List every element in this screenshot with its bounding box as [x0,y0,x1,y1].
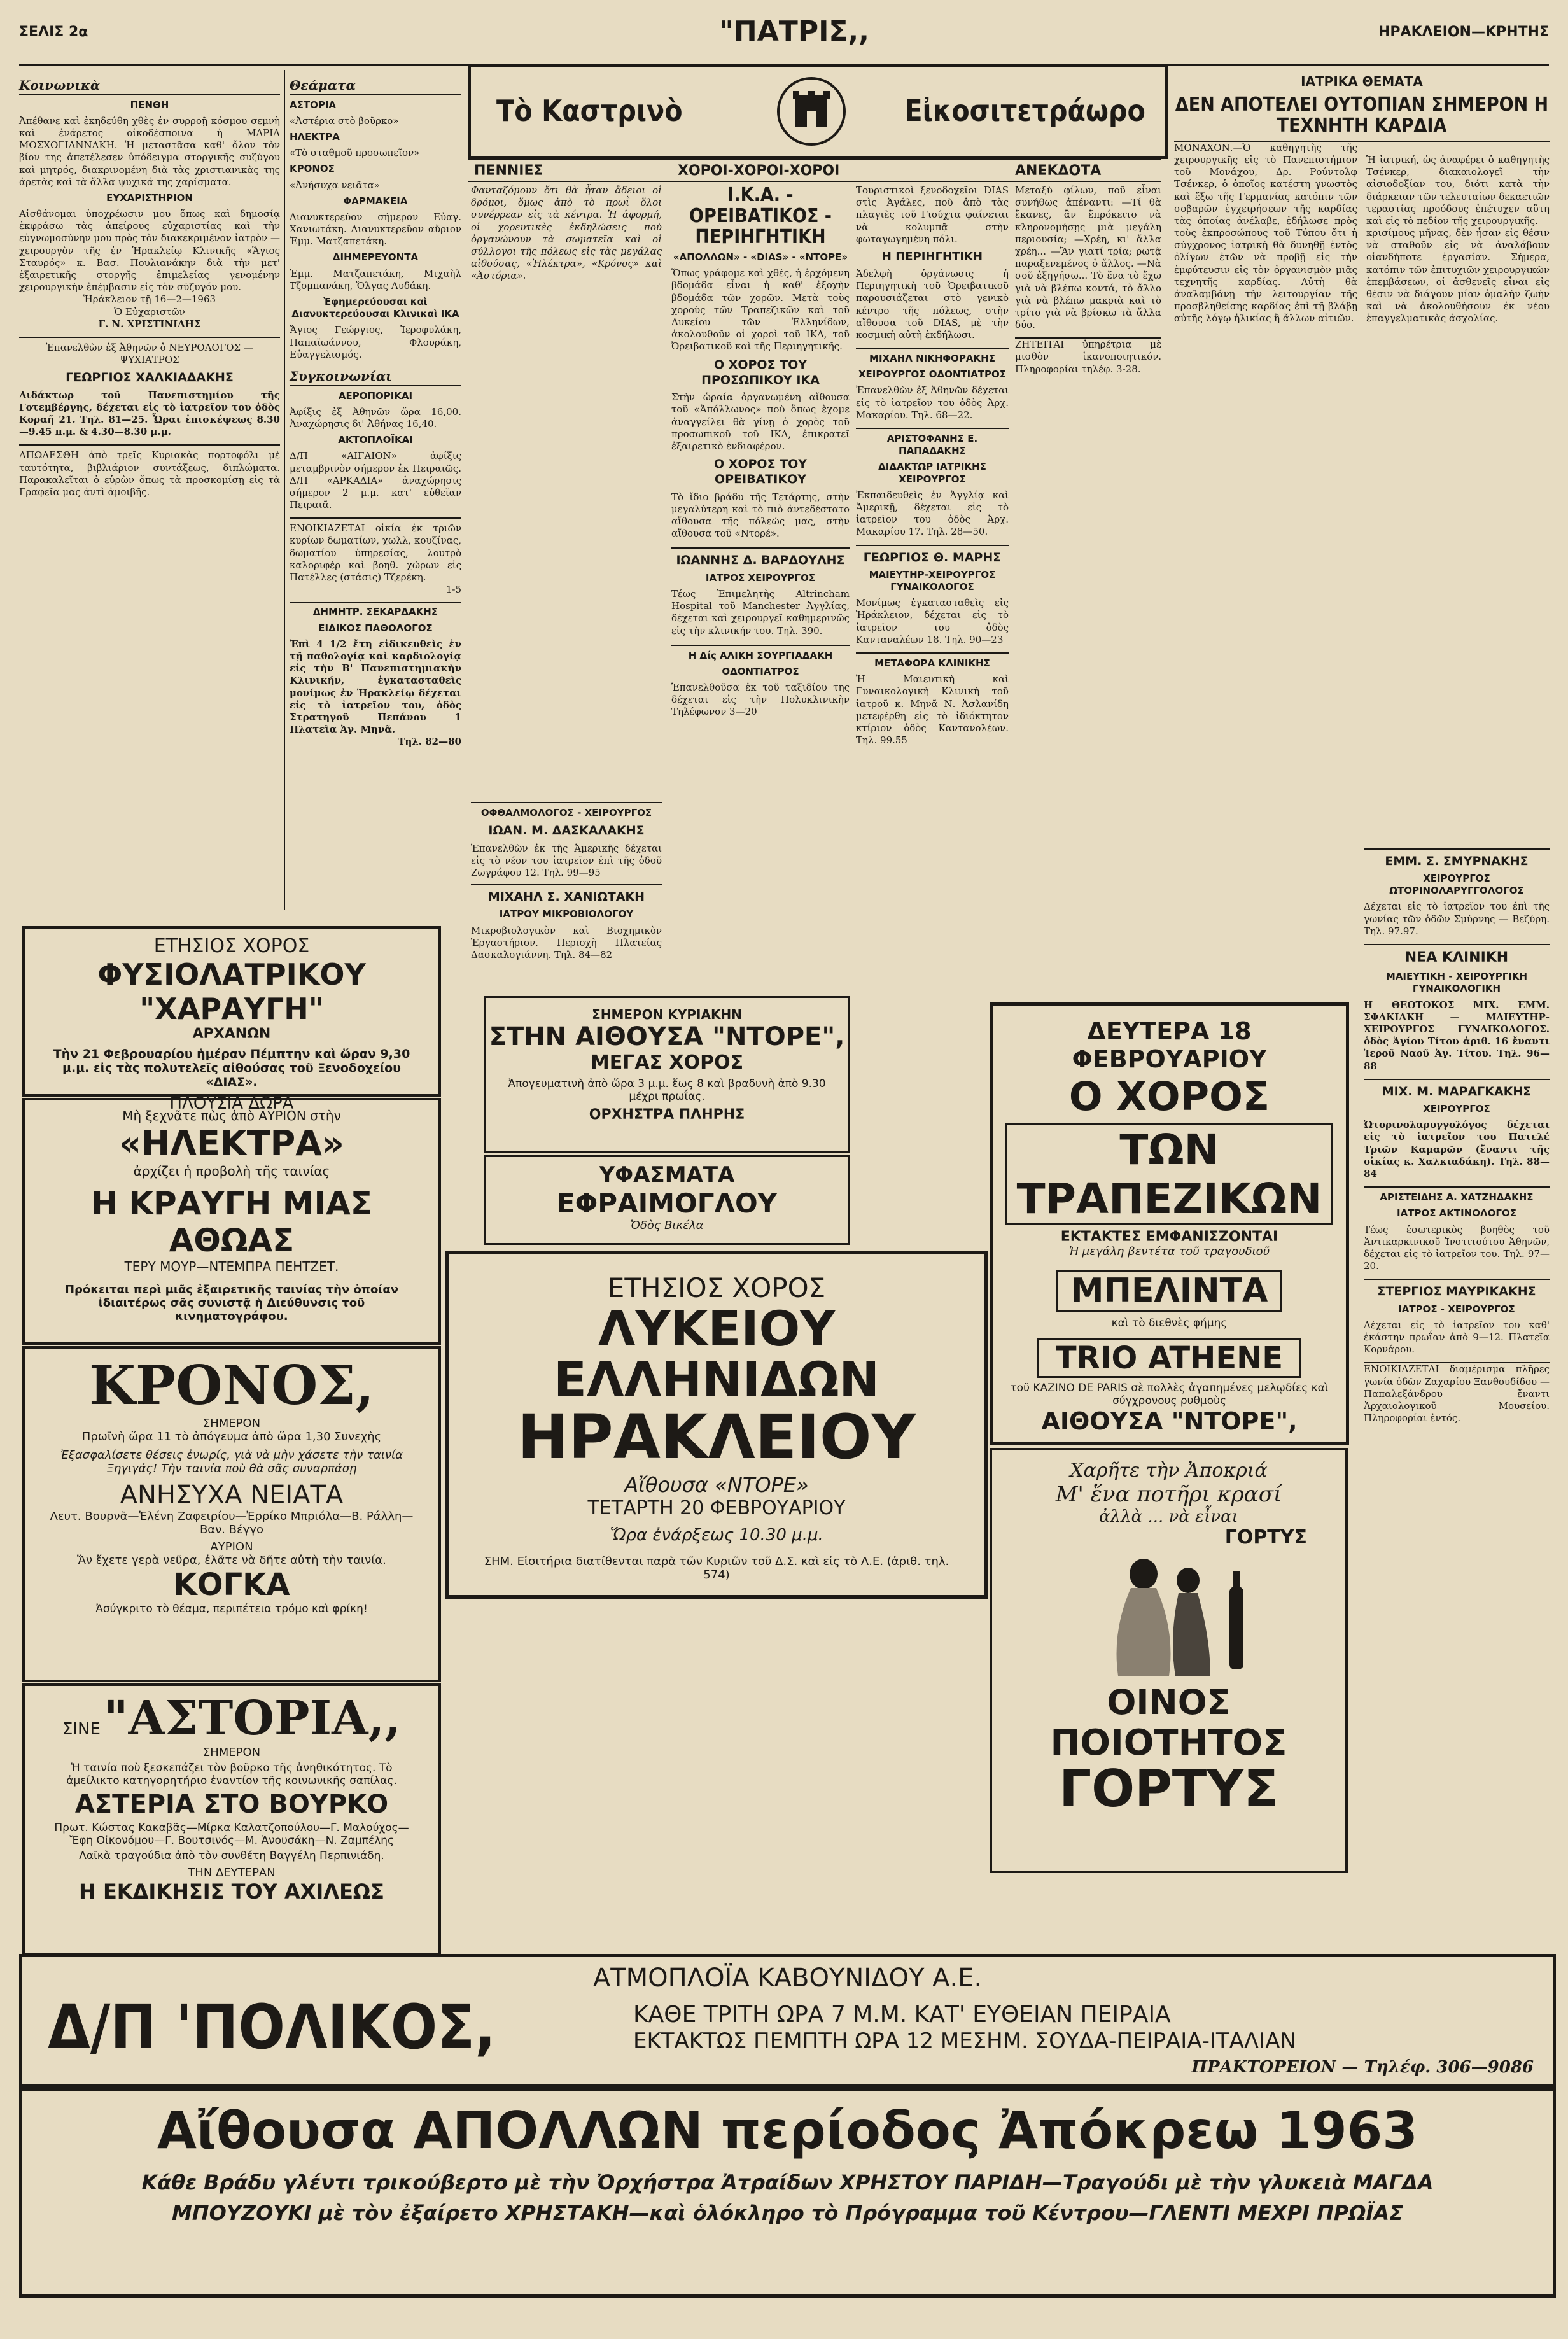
thanks-signature: Γ. Ν. ΧΡΙΣΤΙΝΙΔΗΣ [98,318,201,330]
clinic-move-ad: ΜΕΤΑΦΟΡΑ ΚΛΙΝΙΚΗΣ Ἡ Μαιευτικὴ καὶ Γυναικολογικὴ Κλινικὴ τοῦ ἰατροῦ κ. Μηνᾶ Ν. Ἀσλανίδη μετεφέρθη εἰς τὸ ἰδιόκτητον κτίριον ὁδὸς Καντανολέων. Τηλ. 99.55 [856,652,1009,747]
neurologist-name: ΓΕΩΡΓΙΟΣ ΧΑΛΚΙΑΔΑΚΗΣ [66,370,234,385]
medical-text-cont: κρισίμους μῆνας, δὲν ἦσαν εἰς θέσιν νὰ σταθοῦν εἰς νὰ ἀναλάβουν οἱανδήποτε ἐργασίαν. Σήμερα, κατόπιν τῶν ἐπιτυχιῶν χειρουργικῶν ἐπεμβάσεων, οἱ ἀσθενεῖς εἶναι εἰς θέσιν νὰ διάγουν μίαν ὁμαλὴν ζωὴν καὶ νὰ ἀκολουθήσουν ἐκ νέου ἐπαγγελματικὰς ἀσχολίας. [1366,227,1550,325]
dimereuonta-text: Ἐμμ. Ματζαπετάκη, Μιχαὴλ Τζομπανάκη, Ὄλγας Λυδάκη. [290,267,461,291]
chatzidakis-ad: ΑΡΙΣΤΕΙΔΗΣ Α. ΧΑΤΖΗΔΑΚΗΣ ΙΑΤΡΟΣ ΑΚΤΙΝΟΛΟΓΟΣ Τέως ἐσωτερικὸς βοηθὸς τοῦ Ἀντικαρκινικοῦ Ἰνστιτούτου Ἀθηνῶν, δέχεται εἰς τὸ ἰατρεῖον του. Τηλ. 97—20. [1364,1186,1550,1272]
mavrikakis-ad: ΣΤΕΡΓΙΟΣ ΜΑΥΡΙΚΑΚΗΣ ΙΑΤΡΟΣ - ΧΕΙΡΟΥΡΓΟΣ Δέχεται εἰς τὸ ἰατρεῖον του καθ' ἑκάστην πρωΐαν ἀπὸ 9—12. Πλατεῖα Κορνάρου. [1364,1279,1550,1356]
maris-ad: ΓΕΩΡΓΙΟΣ Θ. ΜΑΡΗΣ ΜΑΙΕΥΤΗΡ-ΧΕΙΡΟΥΡΓΟΣ ΓΥΝΑΙΚΟΛΟΓΟΣ Μονίμως ἐγκατασταθεὶς εἰς Ἡράκλειον, δέχεται εἰς τὸ ἰατρεῖον του ὁδὸς Κανταναλέων 18. Τηλ. 90—23 [856,545,1009,646]
ika-subtitle: «ΑΠΟΛΛΩΝ» - «DIAS» - «ΝΤΟΡΕ» [673,251,848,263]
gortys-wine-ad: Χαρῆτε τὴν Ἀποκριά Μ' ἕνα ποτῆρι κρασί ἀλλὰ ... νὰ εἶναι ΓΟΡΤΥΣ ΟΙΝΟΣ ΠΟΙΟΤΗΤΟΣ ΓΟΡΤΥΣ [990,1448,1348,1873]
dances-column-a [671,185,850,942]
charavgi-dance-ad: ΕΤΗΣΙΟΣ ΧΟΡΟΣ ΦΥΣΙΟΛΑΤΡΙΚΟΥ "ΧΑΡΑΥΓΗ" ΑΡΧΑΝΩΝ Τὴν 21 Φεβρουαρίου ἡμέραν Πέμπτην καὶ ὥραν 9,30 μ.μ. εἰς τὰς πολυτελεῖς αἰθούσας τοῦ Ξενοδοχείου «ΔΙΑΣ». ΠΛΟΥΣΙΑ ΔΩΡΑ [22,926,441,1097]
rent-code: 1-5 [445,584,461,596]
pharmacy-text: Διανυκτερεύον σήμερον Εὐαγ. Χανιωτάκη. Διανυκτερεῦον αὔριον Ἐμμ. Ματζαπετάκη. [290,211,461,248]
transport-heading: Συγκοινωνίαι [290,369,461,386]
orei-dance-title: Ο ΧΟΡΟΣ ΤΟΥ ΟΡΕΙΒΑΤΙΚΟΥ [713,457,808,487]
thanks-sign: Ὁ Εὐχαριστῶν [114,306,185,318]
ika-clinics-title: Ἐφημερεύουσαι καὶ Διανυκτερεύουσαι Κλινικαὶ ΙΚΑ [291,296,459,320]
cinema-kronos: ΚΡΟΝΟΣ «Ἀνήσυχα νειᾶτα» [290,163,380,191]
thanks-title: ΕΥΧΑΡΙΣΤΗΡΙΟΝ [106,192,193,204]
shipping-ad [19,1954,1556,2088]
kastrino-right: Εἰκοσιτετράωρο [904,94,1145,128]
air-title: ΑΕΡΟΠΟΡΙΚΑΙ [338,390,413,402]
kastrino-banner [468,64,1168,159]
medical-heading: ΙΑΤΡΙΚΑ ΘΕΜΑΤΑ [1301,74,1423,89]
anecdotes-column [1015,185,1161,993]
apollon-hall-ad [19,2088,1556,2298]
ship-agency: ΠΡΑΚΤΟΡΕΙΟΝ — Τηλέφ. 306—9086 [1191,2058,1534,2077]
ika-text: Ὅπως γράφομε καὶ χθές, ἡ ἑρχόμενη βδομάδα εἶναι ἡ καθ' ἐξοχὴν βδομάδα τῶν χορῶν. Μετὰ τοὺς χοροὺς τῶν Τραπεζικῶν καὶ τοῦ Λυκείου τῶν Ἑλληνίδων, ἀκολουθοῦν οἱ χοροὶ τοῦ ΙΚΑ, τοῦ Ὀρειβατικοῦ καὶ τῆς Περιηγητικῆς. [671,267,850,353]
ika-dance-text: Στὴν ὡραία ὀργανωμένη αἴθουσα τοῦ «Ἀπόλλωνος» ποὺ ὅπως ἔχομε ἀναγγείλει θὰ γίνῃ ὁ χορὸς τοῦ προσωπικοῦ τοῦ ΙΚΑ, ἐπικρατεῖ ἐξαιρετικὸ ἐνδιαφέρον. [671,391,850,452]
efraimoglou-ad: ΥΦΑΣΜΑΤΑ ΕΦΡΑΙΜΟΓΛΟΥ Ὁδὸς Βικέλα [484,1155,850,1245]
medical-article [1174,142,1550,842]
newspaper-title: "ΠΑΤΡΙΣ,, [719,15,869,48]
ntore-dance-ad: ΣΗΜΕΡΟΝ ΚΥΡΙΑΚΗΝ ΣΤΗΝ ΑΙΘΟΥΣΑ "ΝΤΟΡΕ", ΜΕΓΑΣ ΧΟΡΟΣ Ἀπογευματινὴ ἀπὸ ὥρα 3 μ.μ. ἕως 8 καὶ βραδυνὴ ἀπὸ 9.30 μέχρι πρωΐας. ΟΡΧΗΣΤΡΑ ΠΛΗΡΗΣ [484,996,850,1153]
sourgiadaki-ad: Η Δίς ΑΛΙΚΗ ΣΟΥΡΓΙΑΔΑΚΗ ΟΔΟΝΤΙΑΤΡΟΣ Ἐπανελθοῦσα ἐκ τοῦ ταξιδίου της δέχεται εἰς τὴν Πολυκλινικὴν Τηλέφωνον 3—20 [671,645,850,719]
bankers-dance-ad: ΔΕΥΤΕΡΑ 18 ΦΕΒΡΟΥΑΡΙΟΥ Ο ΧΟΡΟΣ ΤΩΝ ΤΡΑΠΕΖΙΚΩΝ ΕΚΤΑΚΤΕΣ ΕΜΦΑΝΙΣΖΟΝΤΑΙ Ἡ μεγάλη βεντέτα τοῦ τραγουδιοῦ ΜΠΕΛΙΝΤΑ καὶ τὸ διεθνὲς φήμης TRIO ATHENE τοῦ ΚΑΖΙΝΟ DE PARIS σὲ πολλὲς ἀγαπημένες μελῳδίες καὶ σύγχρονους ρυθμοὺς ΑΙΘΟΥΣΑ "ΝΤΟΡΕ", [990,1002,1349,1445]
pathologist-text: Ἐπὶ 4 1/2 ἔτη εἰδικευθεὶς ἐν τῇ παθολογίᾳ καὶ καρδιολογίᾳ εἰς τὴν Β' Πανεπιστημιακὴν Κλινικήν, ἐγκατασταθεὶς μονίμως ἐν Ἡρακλείῳ δέχεται εἰς τὸ ἰατρεῖον του, ὁδὸς Στρατηγοῦ Πεπάνου 1 Πλατεῖα Ἁγ. Μηνᾶ. [290,638,461,736]
smyrnakis-ad: ΕΜΜ. Σ. ΣΜΥΡΝΑΚΗΣ ΧΕΙΡΟΥΡΓΟΣ ΩΤΟΡΙΝΟΛΑΡΥΓΓΟΛΟΓΟΣ Δέχεται εἰς τὸ ἰατρεῖον του ἐπὶ τῆς γωνίας τῶν ὁδῶν Σμύρνης — Βεζύρη. Τηλ. 97.97. [1364,848,1550,938]
medical-column [1174,70,1550,1874]
pharmacy-title: ΦΑΡΜΑΚΕΙΑ [343,195,408,207]
shipping-company: ΑΤΜΟΠΛΟΪΑ ΚΑΒΟΥΝΙΔΟΥ Α.Ε. [592,1963,983,1993]
middle-ads [471,802,662,993]
periigitiki-title: Η ΠΕΡΙΗΓΗΤΙΚΗ [881,249,983,263]
pathologist-title: ΕΙΔΙΚΟΣ ΠΑΘΟΛΟΓΟΣ [318,622,433,634]
kastrino-left: Τὸ Καστρινὸ [496,94,683,128]
periigitiki-text: Ἀδελφὴ ὀργάνωσις ἡ Περιηγητικὴ τοῦ Ὀρειβατικοῦ παρουσιάζεται στὸ γενικὸ κέντρο τῆς πόλεως, στὴν αἴθουσα τοῦ DIAS, μὲ τὴν κοσμικὴ αὐτὴ ἐκδήλωσι. [856,267,1009,341]
thanks-date: Ἡράκλειον τῇ 16—2—1963 [83,293,216,306]
daskalakis-ad: ΟΦΘΑΛΜΟΛΟΓΟΣ - ΧΕΙΡΟΥΡΓΟΣ ΙΩΑΝ. Μ. ΔΑΣΚΑΛΑΚΗΣ Ἐπανελθὼν ἐκ τῆς Ἀμερικῆς δέχεται εἰς τὸ νέον του ἰατρεῖον ἐπὶ τῆς ὁδοῦ Ζωγράφου 12. Τηλ. 99—95 [471,802,662,879]
pathologist-name: ΔΗΜΗΤΡ. ΣΕΚΑΡΔΑΚΗΣ [290,602,461,618]
dias-text: Τουριστικοὶ ξενοδοχεῖοι DIAS στὶς Ἀγάλες, ποὺ ἀπὸ τὰς πλαγιὲς τοῦ Γιούχτα φαίνεται νὰ κολυμπᾷ στὴν φωταγωγημένη πόλι. [856,185,1009,245]
anecdotes-text: Μεταξὺ φίλων, ποῦ εἶναι συνήθως ἀπέναντι: —Τί θὰ ἔκανες, ἂν ἔπρόκειτο νὰ κληρονομήσῃς μιὰ μεγάλη περιουσία; —Χρέη, κι' ἄλλα χρέη... —Ἂν γιατί τρία; ρωτᾷ παραξενεμένος ὁ ἄλλος. —Νὰ σοῦ ἐξηγήσω... Τὸ ἕνα τὸ ἔχω γιὰ νὰ βλέπω κοντά, τὸ ἄλλο γιὰ νὰ βλέπω μακριὰ καὶ τὸ τρίτο γιὰ νὰ βρίσκω τὰ ἄλλα δύο. [1015,185,1161,331]
masthead [19,13,1549,66]
nikiforakis-ad: ΜΙΧΑΗΛ ΝΙΚΗΦΟΡΑΚΗΣ ΧΕΙΡΟΥΡΓΟΣ ΟΔΟΝΤΙΑΤΡΟΣ Ἐπανελθὼν ἐξ Ἀθηνῶν δέχεται εἰς τὸ ἰατρεῖον του ὁδὸς Ἀρχ. Μακαρίου. Τηλ. 68—22. [856,348,1009,421]
rent-notice: ΕΝΟΙΚΙΑΖΕΤΑΙ οἰκία ἐκ τριῶν κυρίων δωματίων, χωλλ, κουζίνας, δωματίου ὑπηρεσίας, λουτρὸ καλοριφὲρ καὶ βοηθ. χώρων εἰς Πατέλλες (στάσις) Τζερέκη. [290,517,461,584]
pathologist-phone: Τηλ. 82—80 [398,736,461,748]
dances-column-b [856,185,1009,1031]
column-divider [284,70,285,910]
sea-text: Δ/Π «ΑΙΓΑΙΟΝ» ἀφίξις μεταμβρινὸν σήμερον ἐκ Πειραιῶς. Δ/Π «ΑΡΚΑΔΙΑ» ἀναχώρησις σήμερον 2 μ.μ. κατ' εὐθεῖαν Πειραιᾶ. [290,450,461,511]
maid-wanted-notice: ΖΗΤΕΙΤΑΙ ὑπηρέτρια μὲ μισθὸν ἱκανοποιητικόν. Πληροφορίαι τηλέφ. 3-28. [1015,339,1161,375]
cinema-astoria: ΑΣΤΟΡΙΑ «Ἀστέρια στὸ βοῦρκο» [290,99,399,127]
shows-heading: Θεάματα [290,78,461,95]
medical-text: ΜΟΝΑΧΟΝ.—Ὁ καθηγητὴς τῆς χειρουργικῆς εἰς τὸ Πανεπιστήμιον τοῦ Μονάχου, Δρ. Ρούντολφ Τσένκερ, ὁ ὁποῖος κατέστη γνωστὸς καὶ ἔξω τῆς Γερμανίας κατόπιν τῶν σοβαρῶν ἐγχειρήσεων τῆς καρδίας τὰς ὁποίας ἀνέλαβε, ἐδήλωσε πρὸς τοὺς ἐκπροσώπους τοῦ Τύπου ὅτι ἡ σύγχρονος ἰατρικὴ θὰ δυνηθῇ ἐντὸς ὀλίγων ἐτῶν νὰ προβῇ εἰς τὴν ἐμφύτευσιν εἰς τὸν ὀργανισμὸν μιᾶς τεχνητῆς καρδίας. Αὐτὴ θὰ ἀναλαμβάνῃ τὴν λειτουργίαν τῆς προσβληθείσης καρδίας ἐπὶ τῇ βλάβῃ αὐτῆς λόγῳ ἡλικίας ἢ ἄλλων αἰτιῶν. Ἡ ἰατρική, ὡς ἀναφέρει ὁ καθηγητὴς Τσένκερ, διακαιολογεῖ τὴν αἰσιοδοξίαν του, διότι κατὰ τὴν διάρκειαν τῶν τελευταίων δεκαετιῶν τεραστίας προόδους ἐπέτυχεν αὕτη καὶ εἰς τὸ πεδίον τῆς χειρουργικῆς. [1174,141,1550,325]
obituary-text: Ἀπέθανε καὶ ἐκηδεύθη χθὲς ἐν συρροῇ κόσμου σεμνὴ καὶ ἐνάρετος οἰκοδέσποινα ἡ ΜΑΡΙΑ ΜΟΣΧΟΓΙΑΝΝΑΚΗ. Ἡ μεταστᾶσα καθ' ὅλον τὸν βίον της ἀπετέλεσεν ὑπόδειγμα στοργικῆς συζύγου καὶ μητρός, διακρινομένη διὰ τὰς χριστιανικὰς της ἀρετὰς καὶ τὰ ἄλλα ψυχικά της χαρίσματα. [19,115,280,188]
elektra-cinema-ad: Μὴ ξεχνᾶτε πὼς ἀπὸ ΑΥΡΙΟΝ στὴν «ΗΛΕΚΤΡΑ» ἀρχίζει ἡ προβολὴ τῆς ταινίας Η ΚΡΑΥΓΗ ΜΙΑΣ ΑΘΩΑΣ ΤΕΡΥ ΜΟΥΡ—ΝΤΕΜΠΡΑ ΠΕΗΤΖΕΤ. Πρόκειται περὶ μιᾶς ἐξαιρετικῆς ταινίας τὴν ὁποίαν ἰδιαιτέρως σᾶς συνιστᾷ ἡ Διεύθυνσις τοῦ κινηματογράφου. [22,1098,441,1345]
kronos-cinema-ad: ΚΡΟΝΟΣ, ΣΗΜΕΡΟΝ Πρωϊνὴ ὥρα 11 τὸ ἀπόγευμα ἀπὸ ὥρα 1,30 Συνεχὴς Ἐξασφαλίσετε θέσεις ἐνωρίς, γιὰ νὰ μὴν χάσετε τὴν ταινία Ξηγιγάς! Τὴν ταινία ποὺ θὰ σᾶς συναρπάσῃ ΑΝΗΣΥΧΑ ΝΕΙΑΤΑ Λευτ. Βουρνᾶ—Ἑλένη Ζαφειρίου—Ἐρρίκο Μπριόλα—Β. Ράλλη—Βαν. Βέγγο ΑΥΡΙΟΝ Ἄν ἔχετε γερὰ νεῦρα, ἐλᾶτε νὰ δῆτε αὐτὴ τὴν ταινία. ΚΟΓΚΑ Ἀσύγκριτο τὸ θέαμα, περιπέτεια τρόμο καὶ φρίκη! [22,1346,441,1682]
city-label: ΗΡΑΚΛΕΙΟΝ—ΚΡΗΤΗΣ [1378,24,1549,40]
ika-title: Ι.Κ.Α. - ΟΡΕΙΒΑΤΙΚΟΣ - ΠΕΡΙΗΓΗΤΙΚΗ [689,184,832,248]
social-heading: Κοινωνικὰ [19,78,280,95]
obituary-title: ΠΕΝΘΗ [130,99,169,111]
pennies-text: Φανταζόμουν ὅτι θὰ ἦταν ἄδειοι οἱ δρόμοι, ὅμως ἀπὸ τὸ πρωῒ ὅλοι συνέρρεαν εἰς τὰ κέντρα. Ἡ ἀφορμή, οἱ χορευτικὲς ἐκδηλώσεις ποὺ ὀργανώνουν τὰ σωματεῖα καὶ οἱ σύλλογοι τῆς πόλεως εἰς τὰς μεγάλας αἰθούσας, «Ἠλέκτρα», «Κρόνος» καὶ «Ἀστόρια». [471,185,662,282]
air-text: Ἀφίξις ἐξ Ἀθηνῶν ὥρα 16,00. Ἀναχώρησις δι' Ἀθήνας 16,40. [290,405,461,430]
vardoulis-ad: ΙΩΑΝΝΗΣ Δ. ΒΑΡΔΟΥΛΗΣ ΙΑΤΡΟΣ ΧΕΙΡΟΥΡΓΟΣ Τέως Ἐπιμελητὴς Altrincham Hospital τοῦ Manchester Ἀγγλίας, δέχεται καὶ χειρουργεῖ καθημερινῶς εἰς τὴν κλινικήν του. Τηλ. 390. [671,547,850,636]
dances-heading: ΧΟΡΟΙ-ΧΟΡΟΙ-ΧΟΡΟΙ [678,163,840,179]
medical-title: ΔΕΝ ΑΠΟΤΕΛΕΙ ΟΥΤΟΠΙΑΝ ΣΗΜΕΡΟΝ Η ΤΕΧΝΗΤΗ ΚΑΡΔΙΑ [1174,94,1550,142]
cinema-elektra: ΗΛΕΚΤΡΑ «Τὸ σταθμοῦ προσωπεῖον» [290,130,420,159]
ship-name: Δ/Π 'ΠΟΛΙΚΟΣ, [48,1991,496,2063]
social-column [19,70,280,891]
pennies-column [471,185,662,796]
apollon-title: Αἴθουσα ΑΠΟΛΛΩΝ περίοδος Ἀπόκρεω 1963 [157,2101,1418,2160]
ika-dance-title: Ο ΧΟΡΟΣ ΤΟΥ ΠΡΟΣΩΠΙΚΟΥ ΙΚΑ [701,357,820,387]
sea-title: ΑΚΤΟΠΛΟΪΚΑΙ [338,434,413,446]
anecdotes-heading: ΑΝΕΚΔΟΤΑ [1015,163,1102,179]
new-clinic-ad: ΝΕΑ ΚΛΙΝΙΚΗ ΜΑΙΕΥΤΙΚΗ - ΧΕΙΡΟΥΡΓΙΚΗ ΓΥΝΑΙΚΟΛΟΓΙΚΗ Η ΘΕΟΤΟΚΟΣ ΜΙΧ. ΕΜΜ. ΣΦΑΚΙΑΚΗ — ΜΑΙΕΥΤΗΡ-ΧΕΙΡΟΥΡΓΟΣ ΓΥΝΑΙΚΟΛΟΓΟΣ. ὁδὸς Ἁγίου Τίτου ἀριθ. 16 ἔναντι Ἱεροῦ Ναοῦ Ἁγ. Τίτου. Τηλ. 96—88 [1364,944,1550,1072]
events-header [468,159,1161,182]
ship-route-1: ΚΑΘΕ ΤΡΙΤΗ ΩΡΑ 7 Μ.Μ. ΚΑΤ' ΕΥΘΕΙΑΝ ΠΕΙΡΑΙΑ [633,2002,1171,2028]
dimereuonta-title: ΔΙΗΜΕΡΕΥΟΝΤΑ [332,251,419,263]
apollon-line-3: ΜΠΟΥΖΟΥΚΙ μὲ τὸν ἐξαίρετο ΧΡΗΣΤΑΚΗ—καὶ ὁλόκληρο τὸ Πρόγραμμα τοῦ Κέντρου—ΓΛΕΝΤΙ ΜΕΧΡΙ ΠΡΩΪΑΣ [171,2201,1404,2225]
papadakis-ad: ΑΡΙΣΤΟΦΑΝΗΣ Ε. ΠΑΠΑΔΑΚΗΣ ΔΙΔΑΚΤΩΡ ΙΑΤΡΙΚΗΣ ΧΕΙΡΟΥΡΓΟΣ Ἐκπαιδευθεὶς ἐν Ἀγγλίᾳ καὶ Ἀμερικῇ, δέχεται εἰς τὸ ἰατρεῖον του ὁδὸς Ἀρχ. Μακαρίου 17. Τηλ. 28—50. [856,428,1009,538]
ship-route-2: ΕΚΤΑΚΤΩΣ ΠΕΜΠΤΗ ΩΡΑ 12 ΜΕΣΗΜ. ΣΟΥΔΑ-ΠΕΙΡΑΙΑ-ΙΤΑΛΙΑΝ [633,2028,1296,2054]
lost-item-notice: ΑΠΩΛΕΣΘΗ ἀπὸ τρεῖς Κυριακὰς πορτοφόλι μὲ ταυτότητα, βιβλιάριον συντάξεως, διπλώματα. Παρακαλεῖται ὁ εὑρὼν ὅπως τὰ προσκομίσῃ εἰς τὰ Γραφεῖα μας ἀντὶ ἀμοιβῆς. [19,444,280,498]
page-label: ΣΕΛΙΣ 2α [19,24,88,40]
pennies-heading: ΠΕΝΝΙΕΣ [474,163,543,179]
astoria-cinema-ad: ΣΙΝΕ "ΑΣΤΟΡΙΑ,, ΣΗΜΕΡΟΝ Ἡ ταινία ποὺ ξεσκεπάζει τὸν βοῦρκο τῆς ἀνηθικότητος. Τὸ ἀμείλικτο κατηγορητήριο ἐναντίον τῆς κοινωνικῆς σαπίλας. ΑΣΤΕΡΙΑ ΣΤΟ ΒΟΥΡΚΟ Πρωτ. Κώστας Κακαβᾶς—Μίρκα Καλατζοπούλου—Γ. Μαλούχος—Ἔφη Οἰκονόμου—Γ. Βουτσινός—Μ. Ἀνουσάκη—Ν. Ζαμπέλης Λαϊκὰ τραγούδια ἀπὸ τὸν συνθέτη Βαγγέλη Περπινιάδη. ΤΗΝ ΔΕΥΤΕΡΑΝ Η ΕΚΔΙΚΗΣΙΣ ΤΟΥ ΑΧΙΛΕΩΣ [22,1683,441,1956]
maragkakis-ad: ΜΙΧ. Μ. ΜΑΡΑΓΚΑΚΗΣ ΧΕΙΡΟΥΡΓΟΣ Ὠτορινολαρυγγολόγος δέχεται εἰς τὸ ἰατρεῖον του Πατελέ Τριῶν Καμαρῶν (ἔναντι τῆς οἰκίας κ. Χαλκιαδάκη). Τηλ. 88—84 [1364,1079,1550,1180]
chaniotakis-ad: ΜΙΧΑΗΛ Σ. ΧΑΝΙΩΤΑΚΗ ΙΑΤΡΟΥ ΜΙΚΡΟΒΙΟΛΟΓΟΥ Μικροβιολογικὸν καὶ Βιοχημικὸν Ἐργαστήριον. Περιοχὴ Πλατείας Δασκαλογιάννη. Τηλ. 84—82 [471,884,662,961]
apollon-line-2: Κάθε Βράδυ γλέντι τρικούβερτο μὲ τὴν Ὀρχήστρα Ἀτραίδων ΧΡΗΣΤΟΥ ΠΑΡΙΔΗ—Τραγούδι μὲ τὴν γλυκειὰ ΜΑΓΔΑ [141,2170,1434,2195]
tower-emblem-icon [770,73,853,150]
rent-notice-2: ΕΝΟΙΚΙΑΖΕΤΑΙ διαμέρισμα πλῆρες γωνία ὁδῶν Ζαχαρίου Ξανθουδίδου — Παπαλεξάνδρου ἔναντι Ἀρχαιολογικοῦ Μουσείου. Πληροφορίαι ἐντός. [1364,1363,1550,1424]
ika-clinics-text: Ἅγιος Γεώργιος, Ἱεροφυλάκη, Παπαϊωάννου, Φλουράκη, Εὐαγγελισμός. [290,324,461,360]
lyceum-dance-ad: ΕΤΗΣΙΟΣ ΧΟΡΟΣ ΛΥΚΕΙΟΥ ΕΛΛΗΝΙΔΩΝ ΗΡΑΚΛΕΙΟΥ Αἴθουσα «ΝΤΟΡΕ» ΤΕΤΑΡΤΗ 20 ΦΕΒΡΟΥΑΡΙΟΥ Ὥρα ἐνάρξεως 10.30 μ.μ. ΣΗΜ. Εἰσιτήρια διατίθενται παρὰ τῶν Κυριῶν τοῦ Δ.Σ. καὶ εἰς τὸ Λ.Ε. (ἀριθ. τηλ. 574) [445,1251,988,1599]
orei-dance-text: Τὸ ἴδιο βράδυ τῆς Τετάρτης, στὴν μεγαλύτερη καὶ τὸ πιὸ ἀντεδέστατο αἴθουσα τῆς πόλεώς μας, στὴν αἴθουσα τοῦ «Ντορέ». [671,491,850,540]
neurologist-intro: Ἐπανελθὼν ἐξ Ἀθηνῶν ὁ ΝΕΥΡΟΛΟΓΟΣ — ΨΥΧΙΑΤΡΟΣ [19,337,280,366]
shows-column [290,70,461,917]
thanks-text: Αἰσθάνομαι ὑποχρέωσιν μου ὅπως καὶ δημοσίᾳ ἐκφράσω τὰς ἀπείρους εὐχαριστίας καὶ τὴν εὐγνωμοσύνην μου πρὸς τὸν διακεκριμένον ἰατρὸν — χειρουργὸν τῆς ἐν Ἡρακλείῳ Κλινικῆς «Ἅγιος Σταυρός» κ. Βασ. Πουλιανάκην διὰ τὴν μετ' ἐξαιρετικῆς στοργῆς ἐπιμελείας γενομένην χειρουργικὴν ἐπέμβασιν εἰς τὸν σύζυγόν μου. [19,208,280,293]
neurologist-text: Διδάκτωρ τοῦ Πανεπιστημίου τῆς Γοτεμβέργης, δέχεται εἰς τὸ ἰατρεῖον του ὁδὸς Κοραῆ 21. Τηλ. 81—25. Ὧραι ἐπισκέψεως 8.30—9.45 π.μ. & 4.30—8.30 μ.μ. [19,389,280,438]
